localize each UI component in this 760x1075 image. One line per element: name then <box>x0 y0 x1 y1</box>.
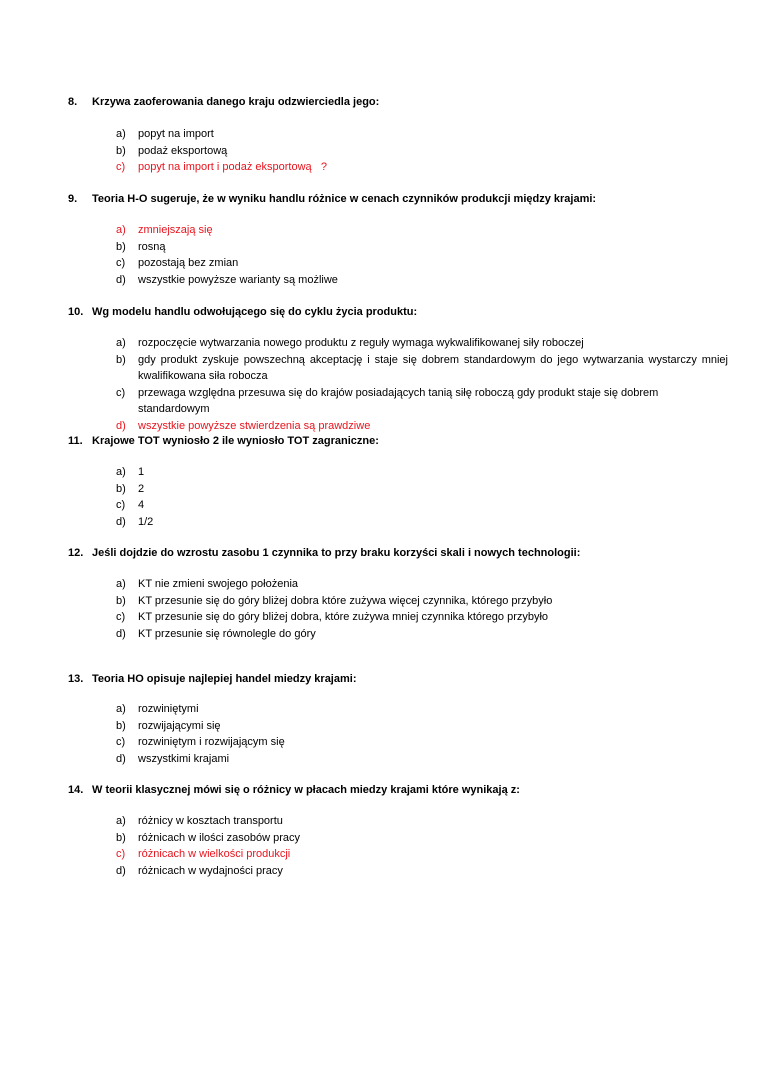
question-number: 14. <box>68 784 84 796</box>
option-letter: c) <box>116 499 126 511</box>
option-d-highlighted <box>116 418 728 435</box>
option-letter: d) <box>116 627 126 640</box>
option-c <box>116 385 728 418</box>
option-letter: a) <box>116 578 126 590</box>
option-letter: d) <box>116 515 126 528</box>
option-d <box>116 863 728 880</box>
option-b <box>116 481 728 498</box>
option-c <box>116 734 728 751</box>
option-letter: b) <box>116 240 126 253</box>
option-text: KT przesunie się równolegle do góry <box>138 627 316 640</box>
option-letter: d) <box>116 752 126 765</box>
option-b <box>116 593 728 610</box>
options-list <box>116 464 728 530</box>
option-letter: c) <box>116 848 126 860</box>
options-list <box>116 701 728 767</box>
option-text: popyt na import <box>138 128 214 140</box>
option-c <box>116 255 728 272</box>
question-text: Krzywa zaoferowania danego kraju odzwierciedla jego: <box>92 96 380 108</box>
option-a <box>116 335 728 352</box>
option-letter: a) <box>116 224 126 236</box>
option-letter: a) <box>116 703 126 715</box>
option-text: 1 <box>138 466 145 478</box>
option-text: pozostają bez zmian <box>138 257 239 269</box>
question-header <box>68 546 728 560</box>
option-text: popyt na import i podaż eksportową ? <box>138 161 327 173</box>
option-letter: a) <box>116 337 126 349</box>
option-letter: d) <box>116 864 126 877</box>
question-header <box>68 305 728 319</box>
question-text: Wg modelu handlu odwołującego się do cyklu życia produktu: <box>92 306 418 318</box>
option-letter: b) <box>116 594 126 607</box>
option-letter: b) <box>116 482 126 495</box>
question-header <box>68 95 728 109</box>
option-text: KT przesunie się do góry bliżej dobra, które zużywa mniej czynnika którego przybyło <box>138 611 549 623</box>
option-text: KT nie zmieni swojego położenia <box>138 578 298 590</box>
option-text: różnicach w ilości zasobów pracy <box>138 831 301 844</box>
question-header <box>68 672 728 686</box>
option-a <box>116 701 728 718</box>
question-text: Jeśli dojdzie do wzrostu zasobu 1 czynnika to przy braku korzyści skali i nowych technologii: <box>92 547 581 559</box>
option-text: różnicach w wielkości produkcji <box>138 848 291 860</box>
option-text: KT przesunie się do góry bliżej dobra które zużywa więcej czynnika, którego przybyło <box>138 594 553 607</box>
question-header <box>68 192 728 206</box>
option-text: podaż eksportową <box>138 144 228 157</box>
option-text: wszystkie powyższe warianty są możliwe <box>138 273 338 286</box>
option-text: przewaga względna przesuwa się do krajów posiadających tanią siłę roboczą gdy produkt staje się dobrem standardowym <box>138 386 662 415</box>
option-a <box>116 126 728 143</box>
question-text: W teorii klasycznej mówi się o różnicy w płacach miedzy krajami które wynikają z: <box>92 784 520 796</box>
option-d <box>116 626 728 643</box>
option-c-highlighted <box>116 846 728 863</box>
question-number: 8. <box>68 96 78 108</box>
options-list <box>116 813 728 879</box>
options-list <box>116 126 728 176</box>
option-letter: b) <box>116 144 126 157</box>
option-b <box>116 352 732 385</box>
option-text: różnicy w kosztach transportu <box>138 815 283 827</box>
option-d <box>116 272 728 289</box>
option-letter: c) <box>116 161 126 173</box>
question-text: Teoria H-O sugeruje, że w wyniku handlu różnice w cenach czynników produkcji między krajami: <box>92 193 597 205</box>
question-number: 11. <box>68 435 83 447</box>
option-letter: d) <box>116 419 126 432</box>
question-text: Teoria HO opisuje najlepiej handel miedzy krajami: <box>92 673 357 685</box>
option-b <box>116 143 728 160</box>
option-a <box>116 813 728 830</box>
option-text: rozwijającymi się <box>138 719 221 732</box>
option-a <box>116 464 728 481</box>
option-letter: a) <box>116 128 126 140</box>
option-text: wszystkie powyższe stwierdzenia są prawdziwe <box>138 419 371 432</box>
option-d <box>116 751 728 768</box>
option-c <box>116 497 728 514</box>
question-text: Krajowe TOT wyniosło 2 ile wyniosło TOT zagraniczne: <box>92 435 379 447</box>
question-header <box>68 783 728 797</box>
options-list <box>116 222 728 288</box>
option-c-highlighted <box>116 159 728 176</box>
option-text: rozpoczęcie wytwarzania nowego produktu z reguły wymaga wykwalifikowanej siły roboczej <box>138 337 584 349</box>
option-letter: a) <box>116 815 126 827</box>
option-letter: b) <box>116 719 126 732</box>
option-text: zmniejszają się <box>138 224 213 236</box>
option-letter: d) <box>116 273 126 286</box>
option-a-highlighted <box>116 222 728 239</box>
option-text: rozwiniętymi <box>138 703 199 715</box>
option-letter: c) <box>116 257 126 269</box>
option-text: 2 <box>138 482 145 495</box>
option-text: różnicach w wydajności pracy <box>138 864 283 877</box>
option-letter: c) <box>116 386 126 399</box>
option-b <box>116 830 728 847</box>
options-list <box>116 335 732 434</box>
option-letter: b) <box>116 831 126 844</box>
option-b <box>116 718 728 735</box>
option-c <box>116 609 728 626</box>
option-letter: c) <box>116 736 126 748</box>
question-header <box>68 434 728 448</box>
question-number: 9. <box>68 193 78 205</box>
question-number: 10. <box>68 306 84 318</box>
option-d <box>116 514 728 531</box>
option-text: wszystkimi krajami <box>138 752 230 765</box>
option-text: rozwiniętym i rozwijającym się <box>138 736 285 748</box>
option-text: 4 <box>138 499 145 511</box>
question-number: 13. <box>68 673 84 685</box>
option-b <box>116 239 728 256</box>
option-text: gdy produkt zyskuje powszechną akceptację i staje się dobrem standardowym do jego wytwarzania wystarczy mniej kwalifikowana siła robocza <box>138 353 732 382</box>
option-letter: c) <box>116 611 126 623</box>
option-letter: b) <box>116 353 126 366</box>
option-text: rosną <box>138 240 166 253</box>
options-list <box>116 576 728 642</box>
option-text: 1/2 <box>138 515 154 528</box>
question-number: 12. <box>68 547 84 559</box>
option-a <box>116 576 728 593</box>
option-letter: a) <box>116 466 126 478</box>
